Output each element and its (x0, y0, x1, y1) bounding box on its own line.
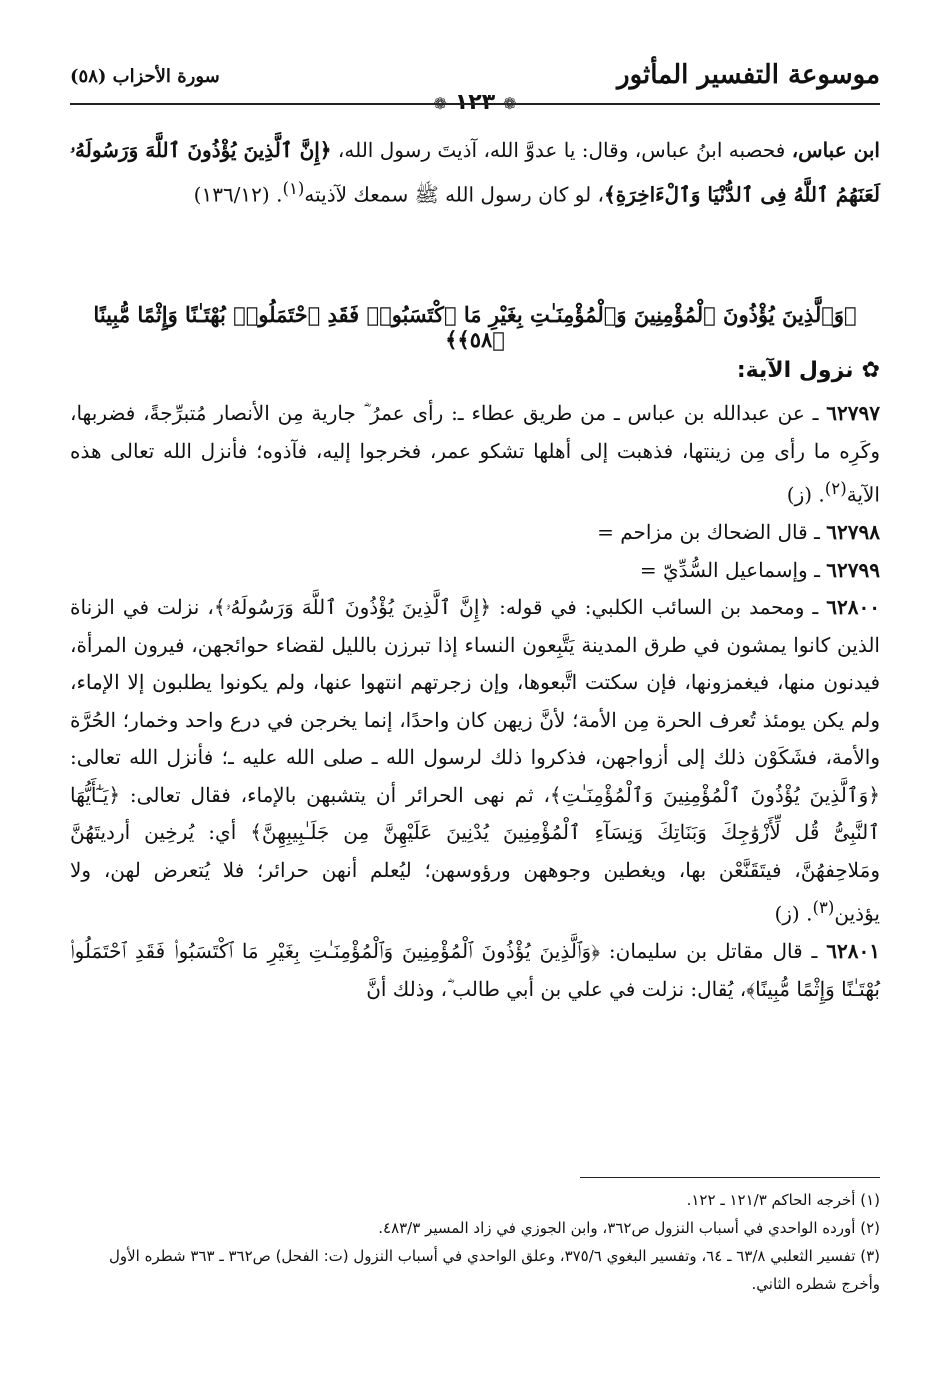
narration-item (70, 552, 880, 590)
intro-text-2: ، لو كان رسول الله ﷺ سمعك لآذيته (304, 182, 604, 207)
narrations (70, 395, 880, 1008)
footnote-item: (١) أخرجه الحاكم ١٢١/٣ ـ ١٢٢. (686, 1191, 880, 1209)
narration-item (70, 933, 880, 1008)
intro-ref: . (١٣٦/١٢) (193, 182, 283, 207)
quran-quote: ﴿إِنَّ ٱلَّذِينَ يُؤْذُونَ ٱللَّهَ وَرَسُولَهُۥ لَعَنَهُمُ ٱللَّهُ فِى ٱلدُّنْيَا وَٱلْءَاخِرَةِ﴾ (70, 138, 880, 207)
section-title: نزول الآية: (736, 358, 854, 383)
narration-number: ٦٢٧٩٩ (826, 557, 880, 582)
intro-paragraph (70, 132, 880, 214)
narration-number: ٦٢٨٠٠ (826, 595, 880, 620)
narration-tail: . (ز) (774, 901, 813, 926)
ornament-icon: ❁ (503, 94, 517, 113)
quran-verse: ﴿وَٱلَّذِينَ يُؤْذُونَ ٱلْمُؤْمِنِينَ وَٱلْمُؤْمِنَـٰتِ بِغَيْرِ مَا ٱكْتَسَبُوا۟ فَقَدِ ٱحْتَمَلُوا۟ بُهْتَـٰنًا وَإِثْمًا مُّبِينًا ﴿٥٨﴾﴾ (93, 302, 857, 352)
footnotes (70, 1186, 880, 1298)
intro-lead: ابن عباس، (791, 138, 880, 162)
narration-number: ٦٢٨٠١ (826, 939, 880, 964)
page-header (70, 60, 880, 115)
narration-number: ٦٢٧٩٨ (826, 520, 880, 545)
footnote-ref[interactable]: (٣) (812, 898, 835, 918)
intro-text-1: فحصبه ابنُ عباس، وقال: يا عدوَّ الله، آذيتَ رسول الله، (331, 138, 792, 162)
narration-tail: . (ز) (786, 482, 825, 507)
flower-icon: ✿ (861, 358, 880, 383)
narration-text: ـ ومحمد بن السائب الكلبي: في قوله: ﴿إِنَّ ٱلَّذِينَ يُؤْذُونَ ٱللَّهَ وَرَسُولَهُۥ﴾، نزلت في الزناة الذين كانوا يمشون في طرق المدينة يَتَّبِعون النساء إذا تبرزن بالليل لقضاء حوائجهن، فيرون المرأة، فيدنون منها، فيغمزونها، فإن سكتت اتَّبعوها، وإن زجرتهم انتهوا عنها، ولم يكونوا يطلبون إلا الإماء، ولم يكن يومئذ تُعرف الحرة مِن الأمة؛ لأنَّ زيهن كان واحدًا، إنما يخرجن في درع واحد وخمار؛ الحُرَّة والأمة، فشَكَوْن ذلك إلى أزواجهن، فذكروا ذلك لرسول الله ـ صلى الله عليه ـ؛ فأنزل الله تعالى: ﴿وَٱلَّذِينَ يُؤْذُونَ ٱلْمُؤْمِنِينَ وَٱلْمُؤْمِنَـٰتِ﴾، ثم نهى الحرائر أن يتشبهن بالإماء، فقال تعالى: ﴿يَـٰٓأَيُّهَا ٱلنَّبِىُّ قُل لِّأَزْوَٰجِكَ وَبَنَاتِكَ وَنِسَآءِ ٱلْمُؤْمِنِينَ يُدْنِينَ عَلَيْهِنَّ مِن جَلَـٰبِيبِهِنَّ﴾ أي: يُرخِين أرديتَهُنَّ ومَلاحِفهُنَّ، فيتَقَنَّعْن بها، ويغطين وجوههن ورؤوسهن؛ ليُعلم أنهن حرائر؛ فلا يُتعرض لهن، ولا يؤذين (70, 595, 880, 926)
footnote-ref[interactable]: (١) (282, 178, 305, 198)
narration-text: ـ قال الضحاك بن مزاحم = (597, 520, 827, 545)
footnote-item: (٣) تفسير الثعلبي ٦٣/٨ ـ ٦٤، وتفسير البغوي ٣٧٥/٦، وعلق الواحدي في أسباب النزول (ت: الفحل) ص٣٦٢ ـ ٣٦٣ شطره الأول وأخرج شطره الثاني. (108, 1247, 880, 1293)
footnote-divider (580, 1177, 880, 1178)
surah-title: سورة الأحزاب (٥٨) (70, 66, 220, 87)
ornament-icon: ❁ (433, 94, 447, 113)
narration-text: ـ عن عبدالله بن عباس ـ من طريق عطاء ـ: رأى عمرُ ؓ جارية مِن الأنصار مُتبرِّجةً، فضربها، وكَرِه ما رأى مِن زينتها، فذهبت إلى أهلها تشكو عمر، فخرجوا إليه، فآذوه؛ فأنزل الله تعالى هذه الآية (70, 401, 880, 507)
footnote-ref[interactable]: (٢) (824, 479, 847, 498)
narration-item (70, 589, 880, 933)
page-number: ١٢٣ (454, 90, 496, 115)
narration-item (70, 514, 880, 552)
narration-item (70, 395, 880, 514)
book-title: موسوعة التفسير المأثور (617, 60, 880, 90)
narration-number: ٦٢٧٩٧ (826, 401, 880, 425)
narration-text: ـ قال مقاتل بن سليمان: ﴿وَٱلَّذِينَ يُؤْذُونَ ٱلْمُؤْمِنِينَ وَٱلْمُؤْمِنَـٰتِ بِغَيْرِ مَا ٱكْتَسَبُوا۟ فَقَدِ ٱحْتَمَلُوا۟ بُهْتَـٰنًا وَإِثْمًا مُّبِينًا﴾، يُقال: نزلت في علي بن أبي طالب ؓ، وذلك أنَّ (70, 939, 880, 1001)
header-divider (70, 103, 880, 105)
section-heading (737, 358, 880, 383)
footnote-item: (٢) أورده الواحدي في أسباب النزول ص٣٦٢، وابن الجوزي في زاد المسير ٤٨٣/٣. (378, 1219, 880, 1237)
narration-text: ـ وإسماعيل السُّدِّيّ = (639, 557, 827, 582)
